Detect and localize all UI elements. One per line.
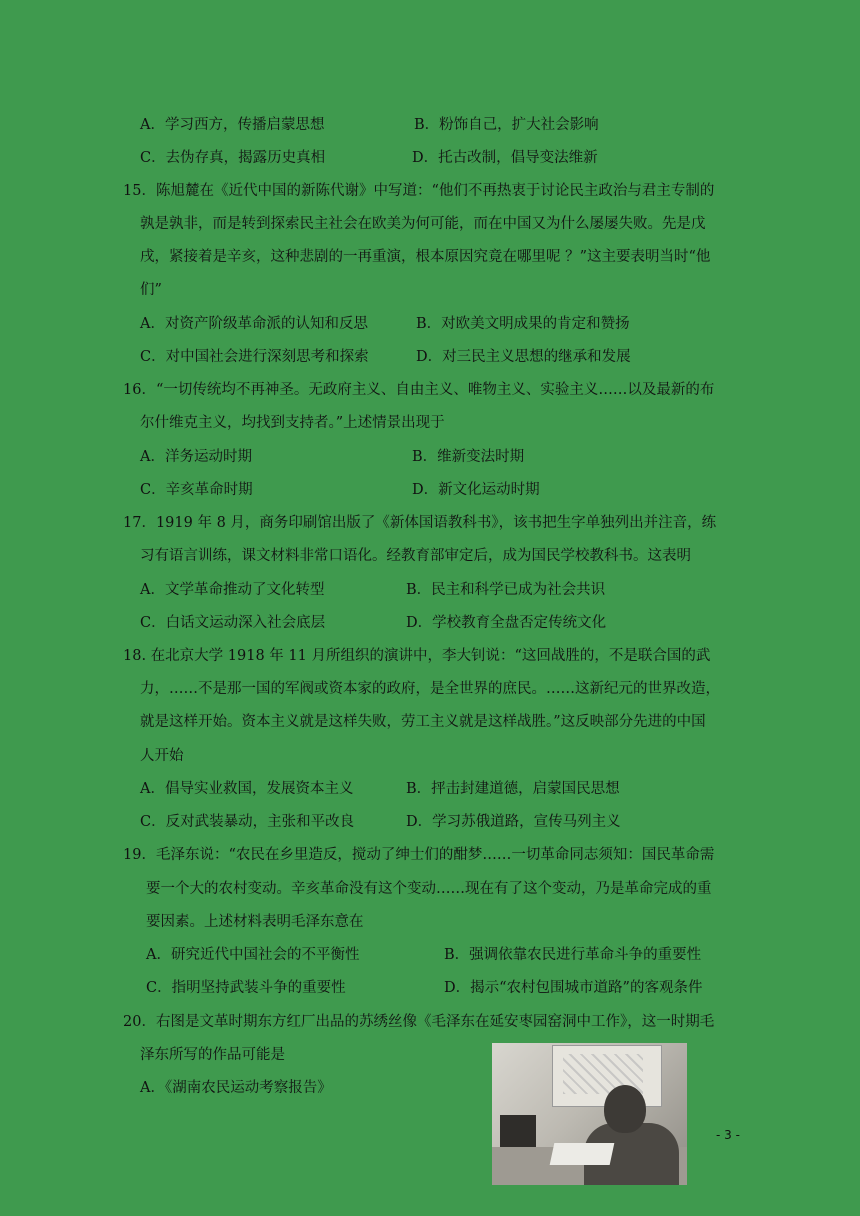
figure-head xyxy=(604,1085,646,1133)
q16-option-c: C．辛亥革命时期 xyxy=(140,482,253,498)
q19-stem: 19．毛泽东说：“农民在乡里造反，搅动了绅士们的酣梦……一切革命同志须知：国民革命需 xyxy=(123,847,715,863)
q20-stem: 20．右图是文革时期东方红厂出品的苏绣丝像《毛泽东在延安枣园窑洞中工作》，这一时期毛 xyxy=(123,1014,715,1030)
q14-option-b: B．粉饰自己，扩大社会影响 xyxy=(414,117,599,133)
q15-option-d: D．对三民主义思想的继承和发展 xyxy=(416,349,631,365)
mao-silk-embroidery-photo xyxy=(492,1043,687,1185)
q19-stem-cont: 要因素。上述材料表明毛泽东意在 xyxy=(146,914,364,930)
q16-option-d: D．新文化运动时期 xyxy=(412,482,540,498)
q15-stem-cont: 戌，紧接着是辛亥，这种悲剧的一再重演，根本原因究竟在哪里呢 ？”这主要表明当时“他 xyxy=(140,249,711,265)
q17-stem: 17．1919 年 8 月，商务印刷馆出版了《新体国语教科书》，该书把生字单独列出并注音，练 xyxy=(123,515,717,531)
q18-option-b: B．抨击封建道德，启蒙国民思想 xyxy=(406,781,620,797)
q16-stem: 16．“一切传统均不再神圣。无政府主义、自由主义、唯物主义、实验主义……以及最新的布 xyxy=(123,382,715,398)
q15-option-b: B．对欧美文明成果的肯定和赞扬 xyxy=(416,316,630,332)
q17-option-b: B．民主和科学已成为社会共识 xyxy=(406,582,606,598)
q15-option-a: A．对资产阶级革命派的认知和反思 xyxy=(140,316,368,332)
q14-option-c: C．去伪存真，揭露历史真相 xyxy=(140,150,326,166)
q18-stem: 18. 在北京大学 1918 年 11 月所组织的演讲中，李大钊说：“这回战胜的，不是联合国的武 xyxy=(123,648,711,664)
q19-option-a: A．研究近代中国社会的不平衡性 xyxy=(146,947,360,963)
q17-option-d: D．学校教育全盘否定传统文化 xyxy=(406,615,607,631)
q18-option-a: A．倡导实业救国，发展资本主义 xyxy=(140,781,354,797)
q20-option-a: A．《湖南农民运动考察报告》 xyxy=(140,1080,332,1096)
q17-stem-cont: 习有语言训练，课文材料非常口语化。经教育部审定后，成为国民学校教科书。这表明 xyxy=(140,548,691,564)
q16-option-a: A．洋务运动时期 xyxy=(140,449,252,465)
q18-stem-cont: 人开始 xyxy=(140,748,184,764)
q15-stem-cont: 孰是孰非，而是转到探索民主社会在欧美为何可能，而在中国又为什么屡屡失败。先是戊 xyxy=(140,216,706,232)
q18-option-c: C．反对武装暴动，主张和平改良 xyxy=(140,814,355,830)
q19-option-c: C．指明坚持武装斗争的重要性 xyxy=(146,980,346,996)
q18-option-d: D．学习苏俄道路，宣传马列主义 xyxy=(406,814,621,830)
books xyxy=(500,1115,536,1149)
q14-option-d: D．托古改制，倡导变法维新 xyxy=(412,150,598,166)
q16-option-b: B．维新变法时期 xyxy=(412,449,525,465)
q17-option-a: A．文学革命推动了文化转型 xyxy=(140,582,325,598)
q19-option-b: B．强调依靠农民进行革命斗争的重要性 xyxy=(444,947,702,963)
q17-option-c: C．白话文运动深入社会底层 xyxy=(140,615,326,631)
page-number: - 3 - xyxy=(716,1128,740,1142)
q18-stem-cont: 力，……不是那一国的军阀或资本家的政府，是全世界的庶民。……这新纪元的世界改造， xyxy=(140,681,720,697)
paper xyxy=(550,1143,615,1165)
q19-stem-cont: 要一个大的农村变动。辛亥革命没有这个变动……现在有了这个变动，乃是革命完成的重 xyxy=(146,881,712,897)
q18-stem-cont: 就是这样开始。资本主义就是这样失败，劳工主义就是这样战胜。”这反映部分先进的中国 xyxy=(140,714,706,730)
q20-stem-cont: 泽东所写的作品可能是 xyxy=(140,1047,285,1063)
q15-stem: 15．陈旭麓在《近代中国的新陈代谢》中写道：“他们不再热衷于讨论民主政治与君主专制的 xyxy=(123,183,715,199)
q15-stem-cont: 们” xyxy=(140,282,162,298)
q15-option-c: C．对中国社会进行深刻思考和探索 xyxy=(140,349,369,365)
q16-stem-cont: 尔什维克主义，均找到支持者。”上述情景出现于 xyxy=(140,415,445,431)
q14-option-a: A．学习西方，传播启蒙思想 xyxy=(140,117,325,133)
q19-option-d: D．揭示“农村包围城市道路”的客观条件 xyxy=(444,980,703,996)
